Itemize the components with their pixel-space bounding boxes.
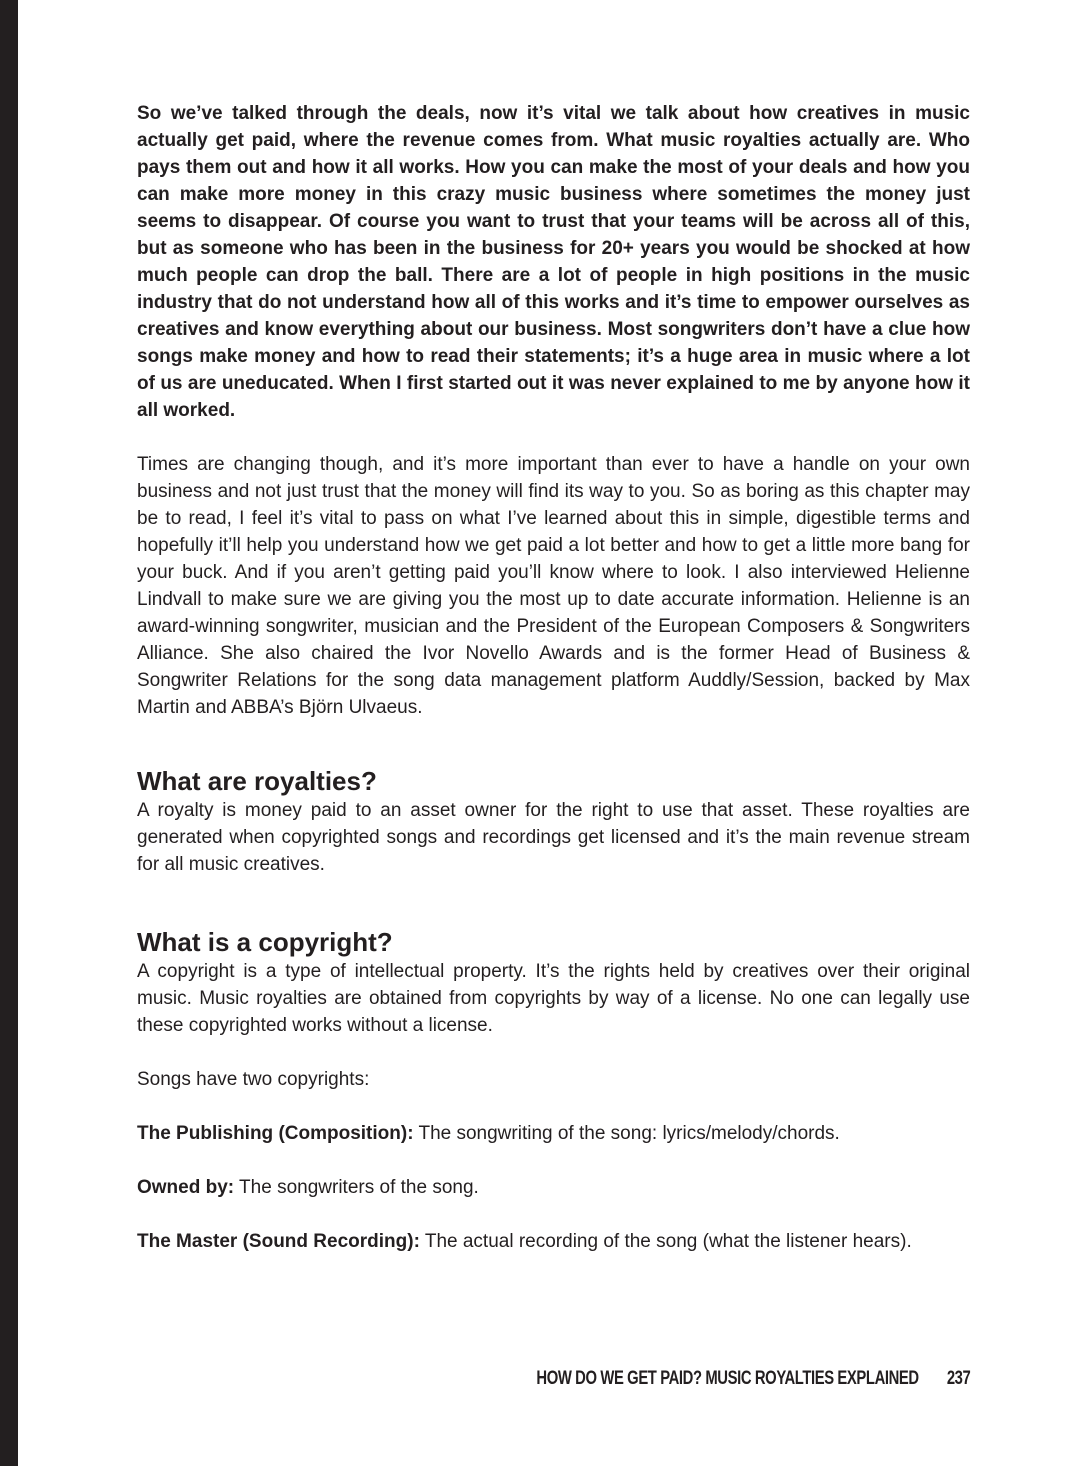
copyright-heading: What is a copyright? (137, 927, 393, 957)
second-paragraph: Times are changing though, and it’s more important than ever to have a handle on your own business and not just trust that the money will find its way to you. So as boring as this chapter may be to read, I feel it’s vital to pass on what I’ve learned about this in simple, digestible terms and hopefully it’ll help you understand how we get paid a lot better and how to get a little more bang for your buck. And if you aren’t getting paid you’ll know where to look. I also interviewed Helienne Lindvall to make sure we are giving you the most up to date accurate information. Helienne is an award-winning songwriter, musician and the President of the European Composers & Songwriters Alliance. She also chaired the Ivor Novello Awards and is the former Head of Business & Songwriter Relations for the song data management platform Auddly/Session, backed by Max Martin and ABBA’s Björn Ulvaeus. (137, 454, 970, 718)
master-label: The Master (Sound Recording): (137, 1231, 420, 1252)
owned-by-definition (137, 1174, 970, 1201)
copyright-body: A copyright is a type of intellectual property. It’s the rights held by creatives over their original music. Music royalties are obtained from copyrights by way of a license. No one can legally use these copyrighted works without a license. (137, 961, 970, 1036)
chapter-title: HOW DO WE GET PAID? MUSIC ROYALTIES EXPLAINED (536, 1368, 919, 1389)
master-definition (137, 1228, 970, 1255)
master-text: The actual recording of the song (what the listener hears). (419, 1231, 912, 1252)
page-content (137, 100, 970, 1255)
publishing-definition (137, 1120, 970, 1147)
royalties-body: A royalty is money paid to an asset owner for the right to use that asset. These royalties are generated when copyrighted songs and recordings get licensed and it’s the main revenue stream for all music creatives. (137, 800, 970, 875)
running-footer (536, 1368, 970, 1390)
publishing-label: The Publishing (Composition): (137, 1123, 414, 1144)
owned-label: Owned by: (137, 1177, 235, 1198)
page-number: 237 (946, 1368, 970, 1389)
owned-text: The songwriters of the song. (234, 1177, 479, 1198)
intro-paragraph: So we’ve talked through the deals, now it’s vital we talk about how creatives in music actually get paid, where the revenue comes from. What music royalties actually are. Who pays them out and how it all works. How you can make the most of your deals and how you can make more money in this crazy music business where sometimes the money just seems to disappear. Of course you want to trust that your teams will be across all of this, but as someone who has been in the business for 20+ years you would be shocked at how much people can drop the ball. There are a lot of people in high positions in the music industry that do not understand how all of this works and it’s time to empower ourselves as creatives and know everything about our business. Most songwriters don’t have a clue how songs make money and how to read their statements; it’s a huge area in music where a lot of us are uneducated. When I first started out it was never explained to me by anyone how it all worked. (137, 103, 970, 421)
two-copyrights-line: Songs have two copyrights: (137, 1069, 370, 1090)
royalties-heading: What are royalties? (137, 766, 377, 796)
book-spine-bar (0, 0, 18, 1466)
publishing-text: The songwriting of the song: lyrics/melody/chords. (413, 1123, 840, 1144)
